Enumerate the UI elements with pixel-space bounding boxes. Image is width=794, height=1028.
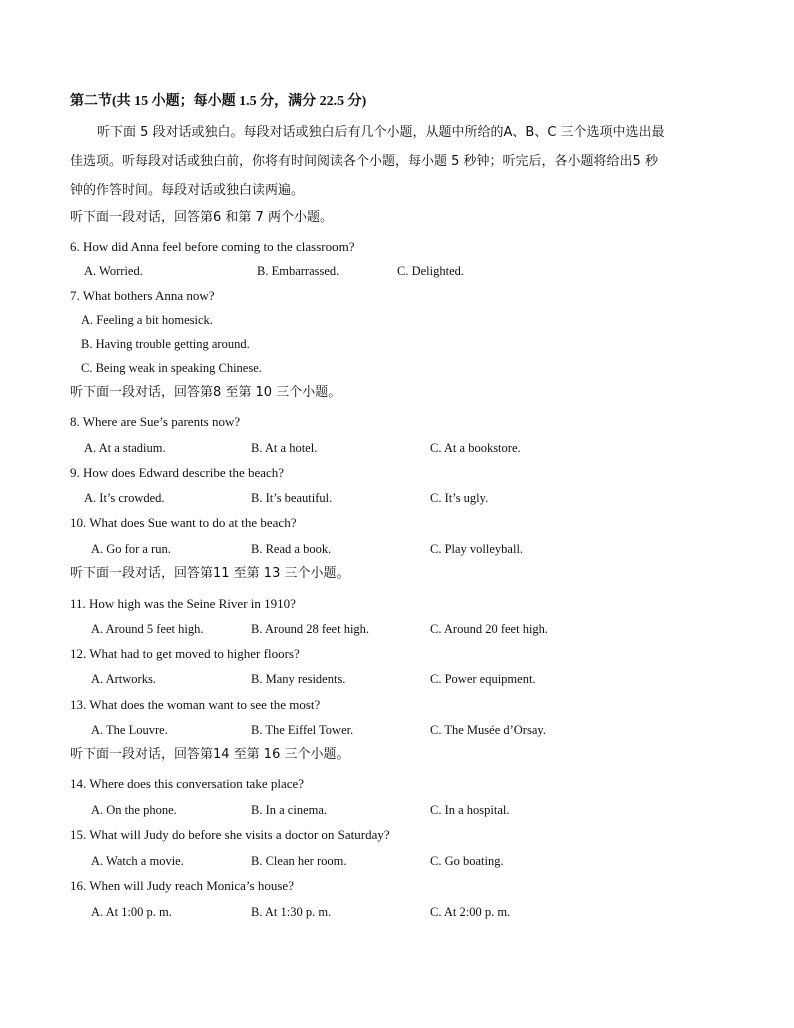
question-stem-6: 6. How did Anna feel before coming to the classroom? xyxy=(70,239,355,254)
option-13a: A. The Louvre. xyxy=(91,723,168,737)
option-12b: B. Many residents. xyxy=(251,672,346,686)
option-16c: C. At 2:00 p. m. xyxy=(430,905,511,919)
option-13b: B. The Eiffel Tower. xyxy=(251,723,354,737)
option-10c: C. Play volleyball. xyxy=(430,542,524,556)
option-9b: B. It’s beautiful. xyxy=(251,491,333,505)
option-10b: B. Read a book. xyxy=(251,542,332,556)
option-8a: A. At a stadium. xyxy=(84,441,166,455)
group-prompt-2: 听下面一段对话，回答第8 至第 10 三个小题。 xyxy=(70,385,342,400)
option-8c: C. At a bookstore. xyxy=(430,441,521,455)
option-16a: A. At 1:00 p. m. xyxy=(91,905,172,919)
question-stem-7: 7. What bothers Anna now? xyxy=(70,288,215,303)
question-stem-12: 12. What had to get moved to higher floors? xyxy=(70,646,300,661)
option-8b: B. At a hotel. xyxy=(251,441,318,455)
question-stem-16: 16. When will Judy reach Monica’s house? xyxy=(70,878,294,893)
question-stem-15: 15. What will Judy do before she visits a doctor on Saturday? xyxy=(70,827,390,842)
option-13c: C. The Musée d’Orsay. xyxy=(430,723,546,737)
option-11b: B. Around 28 feet high. xyxy=(251,622,370,636)
question-stem-13: 13. What does the woman want to see the most? xyxy=(70,697,321,712)
option-15c: C. Go boating. xyxy=(430,854,504,868)
option-6a: A. Worried. xyxy=(84,264,143,278)
option-12a: A. Artworks. xyxy=(91,672,156,686)
option-10a: A. Go for a run. xyxy=(91,542,171,556)
instruction-line-2: 佳选项。听每段对话或独白前，你将有时间阅读各个小题，每小题 5 秒钟；听完后，各小题将给出5 秒 xyxy=(70,154,658,169)
option-6b: B. Embarrassed. xyxy=(257,264,340,278)
group-prompt-1: 听下面一段对话，回答第6 和第 7 两个小题。 xyxy=(70,210,333,225)
option-16b: B. At 1:30 p. m. xyxy=(251,905,332,919)
question-stem-11: 11. How high was the Seine River in 1910? xyxy=(70,596,296,611)
question-stem-9: 9. How does Edward describe the beach? xyxy=(70,465,285,480)
question-stem-8: 8. Where are Sue’s parents now? xyxy=(70,414,241,429)
instruction-line-3: 钟的作答时间。每段对话或独白读两遍。 xyxy=(70,183,305,198)
option-12c: C. Power equipment. xyxy=(430,672,536,686)
option-11a: A. Around 5 feet high. xyxy=(91,622,204,636)
question-stem-14: 14. Where does this conversation take place? xyxy=(70,776,305,791)
option-11c: C. Around 20 feet high. xyxy=(430,622,549,636)
option-9c: C. It’s ugly. xyxy=(430,491,489,505)
section-heading: 第二节(共 15 小题；每小题 1.5 分，满分 22.5 分) xyxy=(70,94,367,109)
option-6c: C. Delighted. xyxy=(397,264,465,278)
option-7c: C. Being weak in speaking Chinese. xyxy=(81,361,262,375)
group-prompt-4: 听下面一段对话，回答第14 至第 16 三个小题。 xyxy=(70,747,350,762)
group-prompt-3: 听下面一段对话，回答第11 至第 13 三个小题。 xyxy=(70,566,350,581)
option-9a: A. It’s crowded. xyxy=(84,491,165,505)
instruction-line-1: 听下面 5 段对话或独白。每段对话或独白后有几个小题，从题中所给的A、B、C 三个选项中选出最 xyxy=(97,125,665,140)
option-14c: C. In a hospital. xyxy=(430,803,510,817)
option-14b: B. In a cinema. xyxy=(251,803,328,817)
question-stem-10: 10. What does Sue want to do at the beach? xyxy=(70,515,297,530)
option-14a: A. On the phone. xyxy=(91,803,177,817)
option-7b: B. Having trouble getting around. xyxy=(81,337,250,351)
option-15a: A. Watch a movie. xyxy=(91,854,184,868)
option-7a: A. Feeling a bit homesick. xyxy=(81,313,213,327)
option-15b: B. Clean her room. xyxy=(251,854,347,868)
